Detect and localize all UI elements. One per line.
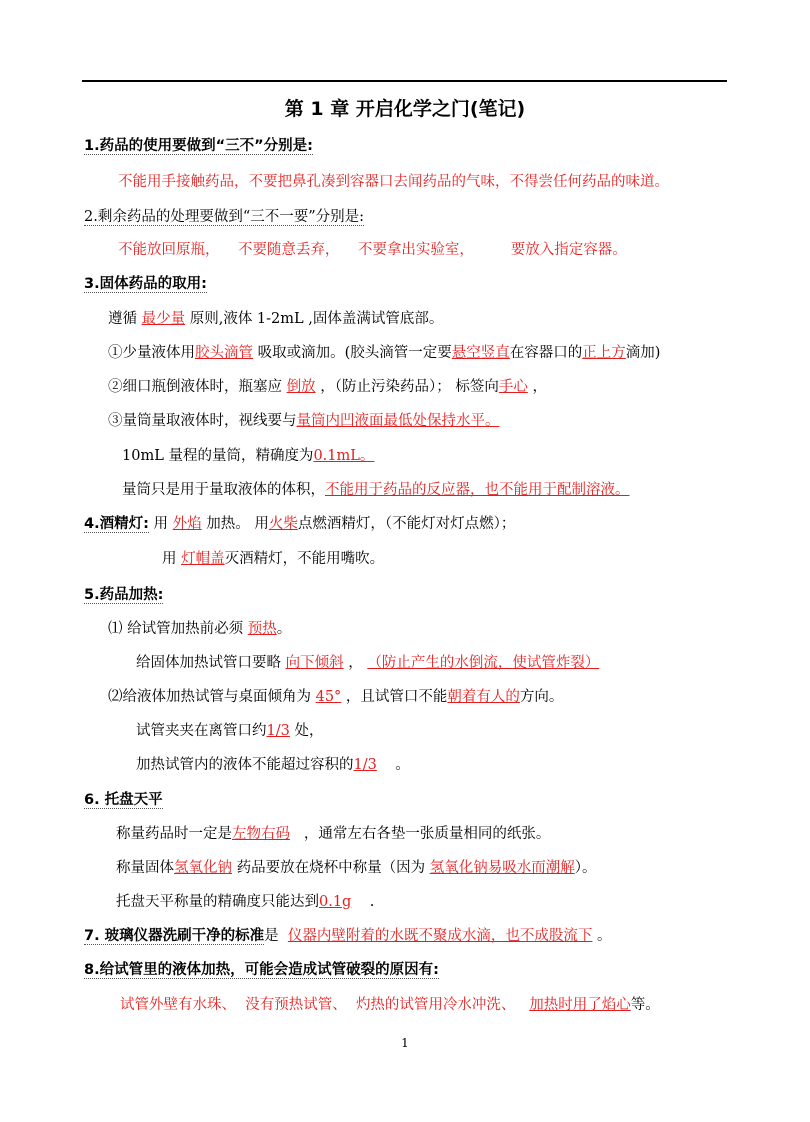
page-title: 第 1 章 开启化学之门(笔记) [284,98,526,120]
section-2-heading: 2.剩余药品的处理要做到“三不一要”分别是: [84,209,365,225]
section-1-answer: 不能用手接触药品，不要把鼻孔凑到容器口去闻药品的气味，不得尝任何药品的味道。 [118,174,669,190]
section-5-line-1: ⑴ 给试管加热前必须 预热。 [108,621,292,637]
page-number: 1 [401,1036,409,1050]
section-5-heading: 5.药品加热: [84,587,164,603]
section-5-line-3: ⑵给液体加热试管与桌面倾角为 45° ，且试管口不能朝着有人的方向。 [108,689,564,705]
section-1-heading: 1.药品的使用要做到“三不”分别是: [84,138,313,154]
header-rule [82,80,727,82]
section-4-line-1: 4.酒精灯: 用 外焰 加热。 用火柴点燃酒精灯，（不能灯对灯点燃）； [84,516,516,532]
section-5-line-2: 给固体加热试管口要略 向下倾斜 ， （防止产生的水倒流，使试管炸裂） [136,655,600,671]
section-6-line-1: 称量药品时一定是左物右码 ，通常左右各垫一张质量相同的纸张。 [116,826,551,842]
section-4-line-2: 用 灯帽盖灭酒精灯，不能用嘴吹。 [162,551,385,567]
section-3-line-3: ②细口瓶倒液体时，瓶塞应 倒放 ，（防止污染药品）； 标签向手心 ， [108,379,547,395]
section-5-line-4: 试管夹夹在离管口约1/3 处， [136,723,324,739]
section-6-heading: 6. 托盘天平 [84,792,163,808]
section-3-line-4: ③量筒量取液体时，视线要与量筒内凹液面最低处保持水平。 [108,413,500,429]
section-7-line: 7. 玻璃仪器洗刷干净的标准是 仪器内壁附着的水既不聚成水滴，也不成股流下 。 [84,928,612,944]
section-3-line-5: 10mL 量程的量筒，精确度为0.1mL。 [122,448,375,464]
section-6-line-3: 托盘天平称量的精确度只能达到0.1g . [116,894,375,910]
section-3-line-6: 量筒只是用于量取液体的体积，不能用于药品的反应器，也不能用于配制溶液。 [122,482,630,498]
section-3-line-1: 遵循 最少量 原则,液体 1-2mL ,固体盖满试管底部。 [108,311,444,327]
section-5-line-5: 加热试管内的液体不能超过容积的1/3 。 [136,757,410,773]
section-8-answer: 试管外壁有水珠、 没有预热试管、 灼热的试管用冷水冲洗、 加热时用了焰心等。 [120,997,660,1013]
section-3-line-2: ①少量液体用胶头滴管 吸取或滴加。(胶头滴管一定要悬空竖直在容器口的正上方滴加) [108,345,661,361]
section-8-heading: 8.给试管里的液体加热，可能会造成试管破裂的原因有: [84,962,439,978]
section-3-heading: 3.固体药品的取用: [84,276,207,292]
section-2-answer: 不能放回原瓶， 不要随意丢弃， 不要拿出实验室， 要放入指定容器。 [118,242,627,258]
section-6-line-2: 称量固体氢氧化钠 药品要放在烧杯中称量（因为 氢氧化钠易吸水而潮解）。 [116,860,597,876]
